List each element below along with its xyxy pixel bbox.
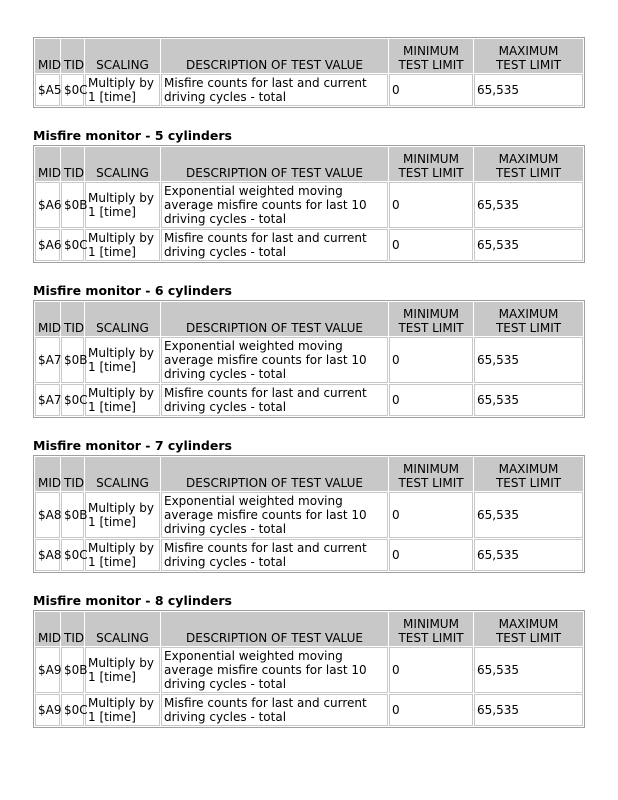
cell-tid-text: $0B xyxy=(64,508,88,522)
cell-description-text: Misfire counts for last and current driving cycles - total xyxy=(164,541,367,569)
header-minimum-test-limit-text: MINIMUM xyxy=(403,617,459,631)
cell-description xyxy=(161,647,388,693)
cell-description-text: Misfire counts for last and current driving cycles - total xyxy=(164,386,367,414)
cell-description-text: Misfire counts for last and current driving cycles - total xyxy=(164,696,367,724)
table-row xyxy=(35,539,583,571)
cell-tid-text: $0B xyxy=(64,198,88,212)
header-mid-text: MID xyxy=(38,321,62,335)
cell-scaling xyxy=(85,182,160,228)
cell-maximum xyxy=(474,492,583,538)
cell-minimum-text: 0 xyxy=(392,353,400,367)
cell-mid-text: $A9 xyxy=(38,663,62,677)
cell-scaling xyxy=(85,337,160,383)
header-maximum-test-limit-text: TEST LIMIT xyxy=(495,631,562,645)
header-description-text: DESCRIPTION OF TEST VALUE xyxy=(186,631,363,645)
cell-maximum-text: 65,535 xyxy=(477,703,519,717)
cell-tid xyxy=(61,337,88,383)
cell-minimum-text: 0 xyxy=(392,548,400,562)
cell-scaling-text: 1 [time] xyxy=(88,670,136,684)
cell-mid xyxy=(35,337,60,383)
cell-tid-text: $0C xyxy=(64,548,88,562)
cell-minimum xyxy=(389,384,473,416)
cell-description-text: Misfire counts for last and current driving cycles - total xyxy=(164,231,367,259)
cell-description xyxy=(161,182,388,228)
test-value-table xyxy=(33,37,585,108)
cell-scaling-text: 1 [time] xyxy=(88,710,136,724)
cell-maximum-text: 65,535 xyxy=(477,548,519,562)
cell-description-text: Exponential weighted moving average misfire counts for last 10 driving cycles - total xyxy=(164,649,367,691)
header-description-text: DESCRIPTION OF TEST VALUE xyxy=(186,321,363,335)
cell-tid xyxy=(61,74,88,106)
cell-scaling-text: 1 [time] xyxy=(88,555,136,569)
header-scaling xyxy=(85,39,160,73)
cell-minimum-text: 0 xyxy=(392,663,400,677)
section-spacer xyxy=(33,573,585,592)
header-minimum-test-limit-text: MINIMUM xyxy=(403,462,459,476)
header-mid-text: MID xyxy=(38,631,62,645)
cell-description xyxy=(161,694,388,726)
header-scaling xyxy=(85,147,160,181)
header-tid-text: TID xyxy=(64,166,85,180)
section-title: Misfire monitor - 7 cylinders xyxy=(33,438,232,453)
cell-scaling xyxy=(85,74,160,106)
table-row xyxy=(35,182,583,228)
header-scaling xyxy=(85,457,160,491)
header-description-text: DESCRIPTION OF TEST VALUE xyxy=(186,58,363,72)
header-maximum-test-limit xyxy=(474,612,583,646)
header-description-text: DESCRIPTION OF TEST VALUE xyxy=(186,166,363,180)
header-maximum-test-limit xyxy=(474,302,583,336)
cell-scaling-text: 1 [time] xyxy=(88,360,136,374)
cell-description-text: Exponential weighted moving average misfire counts for last 10 driving cycles - total xyxy=(164,494,367,536)
cell-minimum-text: 0 xyxy=(392,238,400,252)
cell-description xyxy=(161,74,388,106)
cell-minimum xyxy=(389,337,473,383)
section-title: Misfire monitor - 6 cylinders xyxy=(33,283,232,298)
test-value-table xyxy=(33,300,585,418)
cell-mid-text: $A5 xyxy=(38,83,62,97)
cell-minimum-text: 0 xyxy=(392,508,400,522)
cell-mid-text: $A9 xyxy=(38,703,62,717)
cell-mid xyxy=(35,74,60,106)
cell-mid-text: $A7 xyxy=(38,353,62,367)
cell-mid-text: $A6 xyxy=(38,198,62,212)
cell-maximum-text: 65,535 xyxy=(477,238,519,252)
header-mid xyxy=(35,147,60,181)
header-tid xyxy=(61,302,84,336)
table-row xyxy=(35,384,583,416)
header-tid xyxy=(61,39,84,73)
cell-minimum xyxy=(389,694,473,726)
cell-scaling-text: Multiply by xyxy=(88,386,154,400)
cell-maximum xyxy=(474,539,583,571)
table-row xyxy=(35,337,583,383)
cell-maximum xyxy=(474,229,583,261)
cell-tid xyxy=(61,694,88,726)
header-maximum-test-limit xyxy=(474,457,583,491)
cell-scaling xyxy=(85,229,160,261)
cell-mid-text: $A6 xyxy=(38,238,62,252)
cell-scaling-text: Multiply by xyxy=(88,231,154,245)
cell-tid xyxy=(61,492,88,538)
header-minimum-test-limit-text: TEST LIMIT xyxy=(398,321,464,335)
header-minimum-test-limit-text: TEST LIMIT xyxy=(398,166,464,180)
table-header-row xyxy=(35,302,583,336)
cell-minimum-text: 0 xyxy=(392,703,400,717)
header-scaling-text: SCALING xyxy=(96,476,149,490)
header-maximum-test-limit-text: MAXIMUM xyxy=(498,462,559,476)
cell-mid xyxy=(35,539,60,571)
test-value-table xyxy=(33,455,585,573)
header-description-text: DESCRIPTION OF TEST VALUE xyxy=(186,476,363,490)
cell-minimum xyxy=(389,539,473,571)
cell-maximum-text: 65,535 xyxy=(477,353,519,367)
cell-description xyxy=(161,492,388,538)
cell-tid xyxy=(61,539,88,571)
cell-mid xyxy=(35,492,60,538)
header-scaling xyxy=(85,302,160,336)
cell-tid-text: $0C xyxy=(64,83,88,97)
cell-minimum xyxy=(389,229,473,261)
header-minimum-test-limit xyxy=(389,39,473,73)
cell-description xyxy=(161,229,388,261)
cell-maximum xyxy=(474,337,583,383)
header-scaling-text: SCALING xyxy=(96,631,149,645)
cell-scaling-text: 1 [time] xyxy=(88,205,136,219)
header-tid-text: TID xyxy=(64,58,85,72)
cell-mid-text: $A8 xyxy=(38,508,62,522)
cell-mid xyxy=(35,384,60,416)
cell-scaling-text: Multiply by xyxy=(88,656,154,670)
cell-scaling-text: Multiply by xyxy=(88,541,154,555)
cell-tid-text: $0C xyxy=(64,238,88,252)
section-spacer xyxy=(33,108,585,127)
cell-scaling xyxy=(85,647,160,693)
cell-tid xyxy=(61,647,88,693)
header-maximum-test-limit-text: TEST LIMIT xyxy=(495,166,562,180)
header-maximum-test-limit-text: TEST LIMIT xyxy=(495,321,562,335)
cell-scaling xyxy=(85,694,160,726)
cell-maximum xyxy=(474,384,583,416)
cell-scaling-text: 1 [time] xyxy=(88,400,136,414)
header-minimum-test-limit xyxy=(389,147,473,181)
cell-description-text: Exponential weighted moving average misfire counts for last 10 driving cycles - total xyxy=(164,184,367,226)
cell-scaling-text: Multiply by xyxy=(88,191,154,205)
header-scaling xyxy=(85,612,160,646)
test-value-table xyxy=(33,610,585,728)
cell-scaling xyxy=(85,492,160,538)
table-row xyxy=(35,492,583,538)
cell-tid-text: $0B xyxy=(64,663,88,677)
cell-scaling-text: Multiply by xyxy=(88,346,154,360)
header-tid xyxy=(61,612,84,646)
header-mid-text: MID xyxy=(38,166,62,180)
header-minimum-test-limit-text: TEST LIMIT xyxy=(398,476,464,490)
cell-description-text: Misfire counts for last and current driving cycles - total xyxy=(164,76,367,104)
table-row xyxy=(35,647,583,693)
header-scaling-text: SCALING xyxy=(96,321,149,335)
table-header-row xyxy=(35,39,583,73)
header-maximum-test-limit-text: MAXIMUM xyxy=(498,44,559,58)
header-maximum-test-limit-text: TEST LIMIT xyxy=(495,476,562,490)
header-maximum-test-limit-text: MAXIMUM xyxy=(498,152,559,166)
cell-mid-text: $A7 xyxy=(38,393,62,407)
header-mid xyxy=(35,612,60,646)
cell-minimum-text: 0 xyxy=(392,198,400,212)
cell-mid xyxy=(35,647,60,693)
header-tid-text: TID xyxy=(64,321,85,335)
cell-description xyxy=(161,539,388,571)
header-scaling-text: SCALING xyxy=(96,166,149,180)
cell-tid-text: $0C xyxy=(64,393,88,407)
cell-tid-text: $0C xyxy=(64,703,88,717)
header-minimum-test-limit-text: TEST LIMIT xyxy=(398,631,464,645)
section-spacer xyxy=(33,263,585,282)
cell-maximum-text: 65,535 xyxy=(477,198,519,212)
header-maximum-test-limit-text: TEST LIMIT xyxy=(495,58,562,72)
header-tid xyxy=(61,457,84,491)
header-mid-text: MID xyxy=(38,476,62,490)
header-description xyxy=(161,302,388,336)
cell-maximum xyxy=(474,694,583,726)
cell-tid-text: $0B xyxy=(64,353,88,367)
cell-minimum-text: 0 xyxy=(392,393,400,407)
cell-tid xyxy=(61,229,88,261)
header-mid xyxy=(35,302,60,336)
cell-minimum xyxy=(389,647,473,693)
header-mid xyxy=(35,39,60,73)
cell-description-text: Exponential weighted moving average misfire counts for last 10 driving cycles - total xyxy=(164,339,367,381)
header-tid-text: TID xyxy=(64,476,85,490)
header-maximum-test-limit-text: MAXIMUM xyxy=(498,617,559,631)
table-row xyxy=(35,74,583,106)
cell-mid xyxy=(35,229,60,261)
cell-tid xyxy=(61,182,88,228)
table-row xyxy=(35,229,583,261)
section-title: Misfire monitor - 5 cylinders xyxy=(33,128,232,143)
header-minimum-test-limit-text: TEST LIMIT xyxy=(398,58,464,72)
cell-description xyxy=(161,337,388,383)
header-mid xyxy=(35,457,60,491)
cell-mid xyxy=(35,694,60,726)
cell-minimum-text: 0 xyxy=(392,83,400,97)
table-header-row xyxy=(35,147,583,181)
cell-scaling-text: Multiply by xyxy=(88,501,154,515)
header-maximum-test-limit xyxy=(474,39,583,73)
cell-maximum-text: 65,535 xyxy=(477,663,519,677)
header-minimum-test-limit-text: MINIMUM xyxy=(403,152,459,166)
header-tid xyxy=(61,147,84,181)
cell-description xyxy=(161,384,388,416)
cell-maximum-text: 65,535 xyxy=(477,393,519,407)
header-description xyxy=(161,39,388,73)
cell-minimum xyxy=(389,74,473,106)
cell-scaling-text: Multiply by xyxy=(88,76,154,90)
header-description xyxy=(161,457,388,491)
cell-tid xyxy=(61,384,88,416)
cell-minimum xyxy=(389,182,473,228)
header-minimum-test-limit-text: MINIMUM xyxy=(403,307,459,321)
cell-mid xyxy=(35,182,60,228)
header-description xyxy=(161,612,388,646)
section-title: Misfire monitor - 8 cylinders xyxy=(33,593,232,608)
header-minimum-test-limit xyxy=(389,302,473,336)
cell-scaling-text: 1 [time] xyxy=(88,90,136,104)
cell-scaling xyxy=(85,384,160,416)
header-minimum-test-limit-text: MINIMUM xyxy=(403,44,459,58)
cell-scaling-text: 1 [time] xyxy=(88,245,136,259)
table-row xyxy=(35,694,583,726)
header-scaling-text: SCALING xyxy=(96,58,149,72)
test-value-table xyxy=(33,145,585,263)
header-maximum-test-limit xyxy=(474,147,583,181)
cell-scaling xyxy=(85,539,160,571)
header-minimum-test-limit xyxy=(389,457,473,491)
document-page xyxy=(33,37,585,728)
cell-maximum xyxy=(474,647,583,693)
cell-maximum xyxy=(474,182,583,228)
cell-minimum xyxy=(389,492,473,538)
cell-scaling-text: Multiply by xyxy=(88,696,154,710)
cell-maximum-text: 65,535 xyxy=(477,83,519,97)
cell-maximum xyxy=(474,74,583,106)
cell-mid-text: $A8 xyxy=(38,548,62,562)
header-tid-text: TID xyxy=(64,631,85,645)
table-header-row xyxy=(35,612,583,646)
header-mid-text: MID xyxy=(38,58,62,72)
table-header-row xyxy=(35,457,583,491)
section-spacer xyxy=(33,418,585,437)
cell-maximum-text: 65,535 xyxy=(477,508,519,522)
header-minimum-test-limit xyxy=(389,612,473,646)
header-maximum-test-limit-text: MAXIMUM xyxy=(498,307,559,321)
cell-scaling-text: 1 [time] xyxy=(88,515,136,529)
header-description xyxy=(161,147,388,181)
